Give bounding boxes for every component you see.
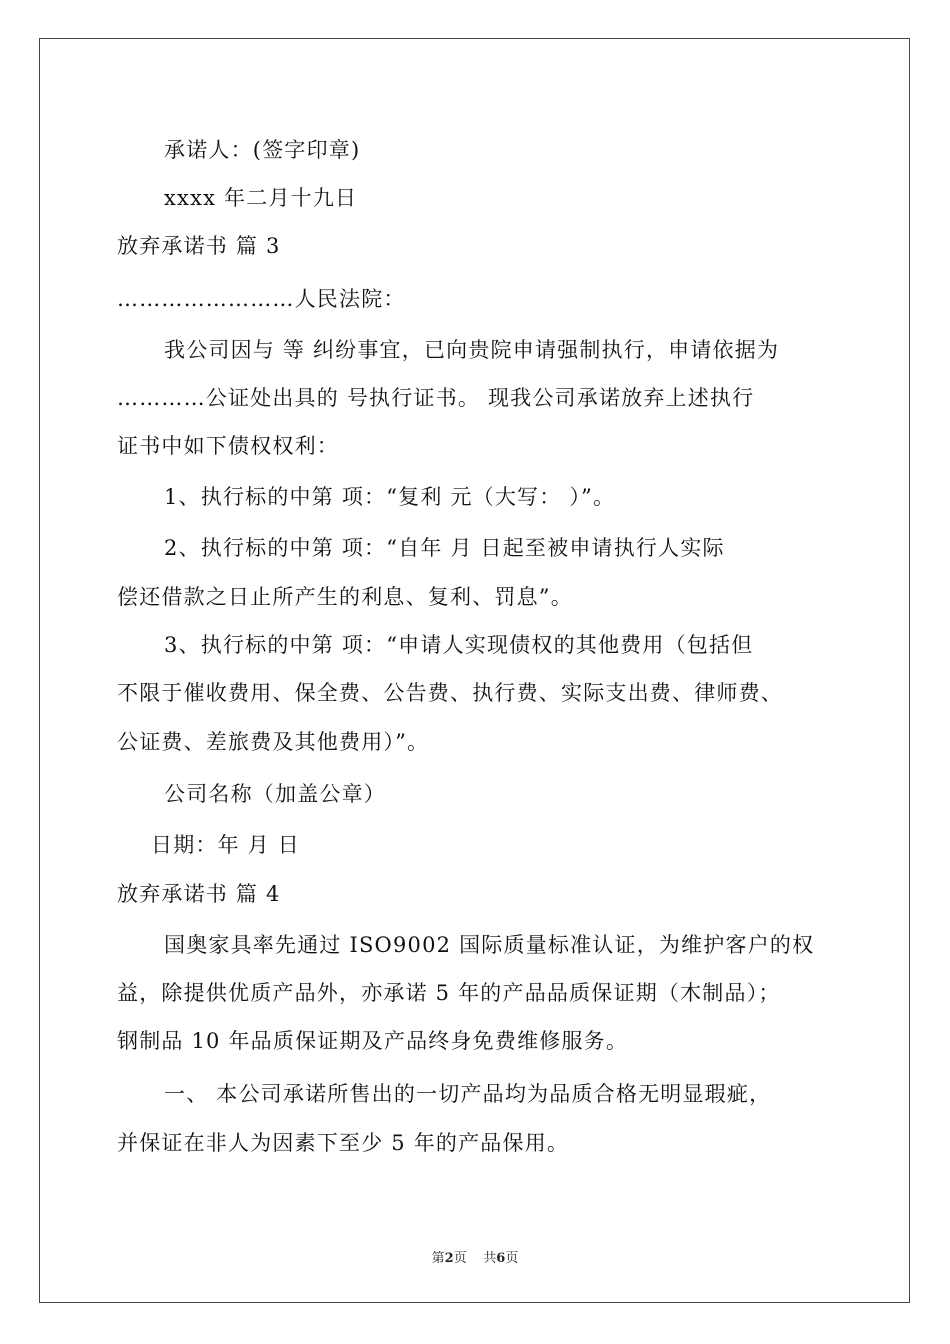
- page-border: [39, 38, 910, 1303]
- list-item-1: 1、执行标的中第 项：“复利 元（大写： ）”。: [164, 485, 616, 509]
- signer-line: 承诺人：(签字印章): [164, 138, 361, 162]
- paragraph-line: 益，除提供优质产品外，亦承诺 5 年的产品品质保证期（木制品）；: [117, 981, 781, 1005]
- paragraph-line: …………公证处出具的 号执行证书。 现我公司承诺放弃上述执行: [117, 386, 755, 410]
- date-field-line: 日期：年 月 日: [151, 833, 300, 857]
- list-item-3: 3、执行标的中第 项：“申请人实现债权的其他费用（包括但: [164, 633, 754, 657]
- page-prefix: 第: [431, 1251, 445, 1266]
- list-item-3-continued: 不限于催收费用、保全费、公告费、执行费、实际支出费、律师费、: [117, 681, 783, 705]
- section-heading-3: 放弃承诺书 篇 3: [117, 234, 281, 258]
- paragraph-line: 我公司因与 等 纠纷事宜，已向贵院申请强制执行，申请依据为: [164, 338, 780, 362]
- page-footer: [0, 1247, 950, 1266]
- date-line: xxxx 年二月十九日: [164, 186, 358, 210]
- pledge-item-1: 一、 本公司承诺所售出的一切产品均为品质合格无明显瑕疵，: [164, 1082, 772, 1106]
- paragraph-line: 钢制品 10 年品质保证期及产品终身免费维修服务。: [117, 1029, 629, 1053]
- page-suffix: 页: [453, 1251, 467, 1266]
- total-pages: 6: [496, 1251, 506, 1266]
- pledge-item-1-continued: 并保证在非人为因素下至少 5 年的产品保用。: [117, 1131, 570, 1155]
- page-number: 2: [444, 1251, 454, 1266]
- total-prefix: 共: [483, 1251, 497, 1266]
- section-heading-4: 放弃承诺书 篇 4: [117, 882, 281, 906]
- paragraph-line: 国奥家具率先通过 ISO9002 国际质量标准认证，为维护客户的权: [164, 933, 815, 957]
- court-address-line: ……………………人民法院：: [117, 287, 406, 311]
- total-suffix: 页: [505, 1251, 519, 1266]
- company-name-line: 公司名称（加盖公章）: [164, 782, 386, 806]
- list-item-2: 2、执行标的中第 项：“自年 月 日起至被申请执行人实际: [164, 536, 725, 560]
- list-item-3-continued: 公证费、差旅费及其他费用）”。: [117, 730, 430, 754]
- list-item-2-continued: 偿还借款之日止所产生的利息、复利、罚息”。: [117, 585, 573, 609]
- paragraph-line: 证书中如下债权权利：: [117, 434, 339, 458]
